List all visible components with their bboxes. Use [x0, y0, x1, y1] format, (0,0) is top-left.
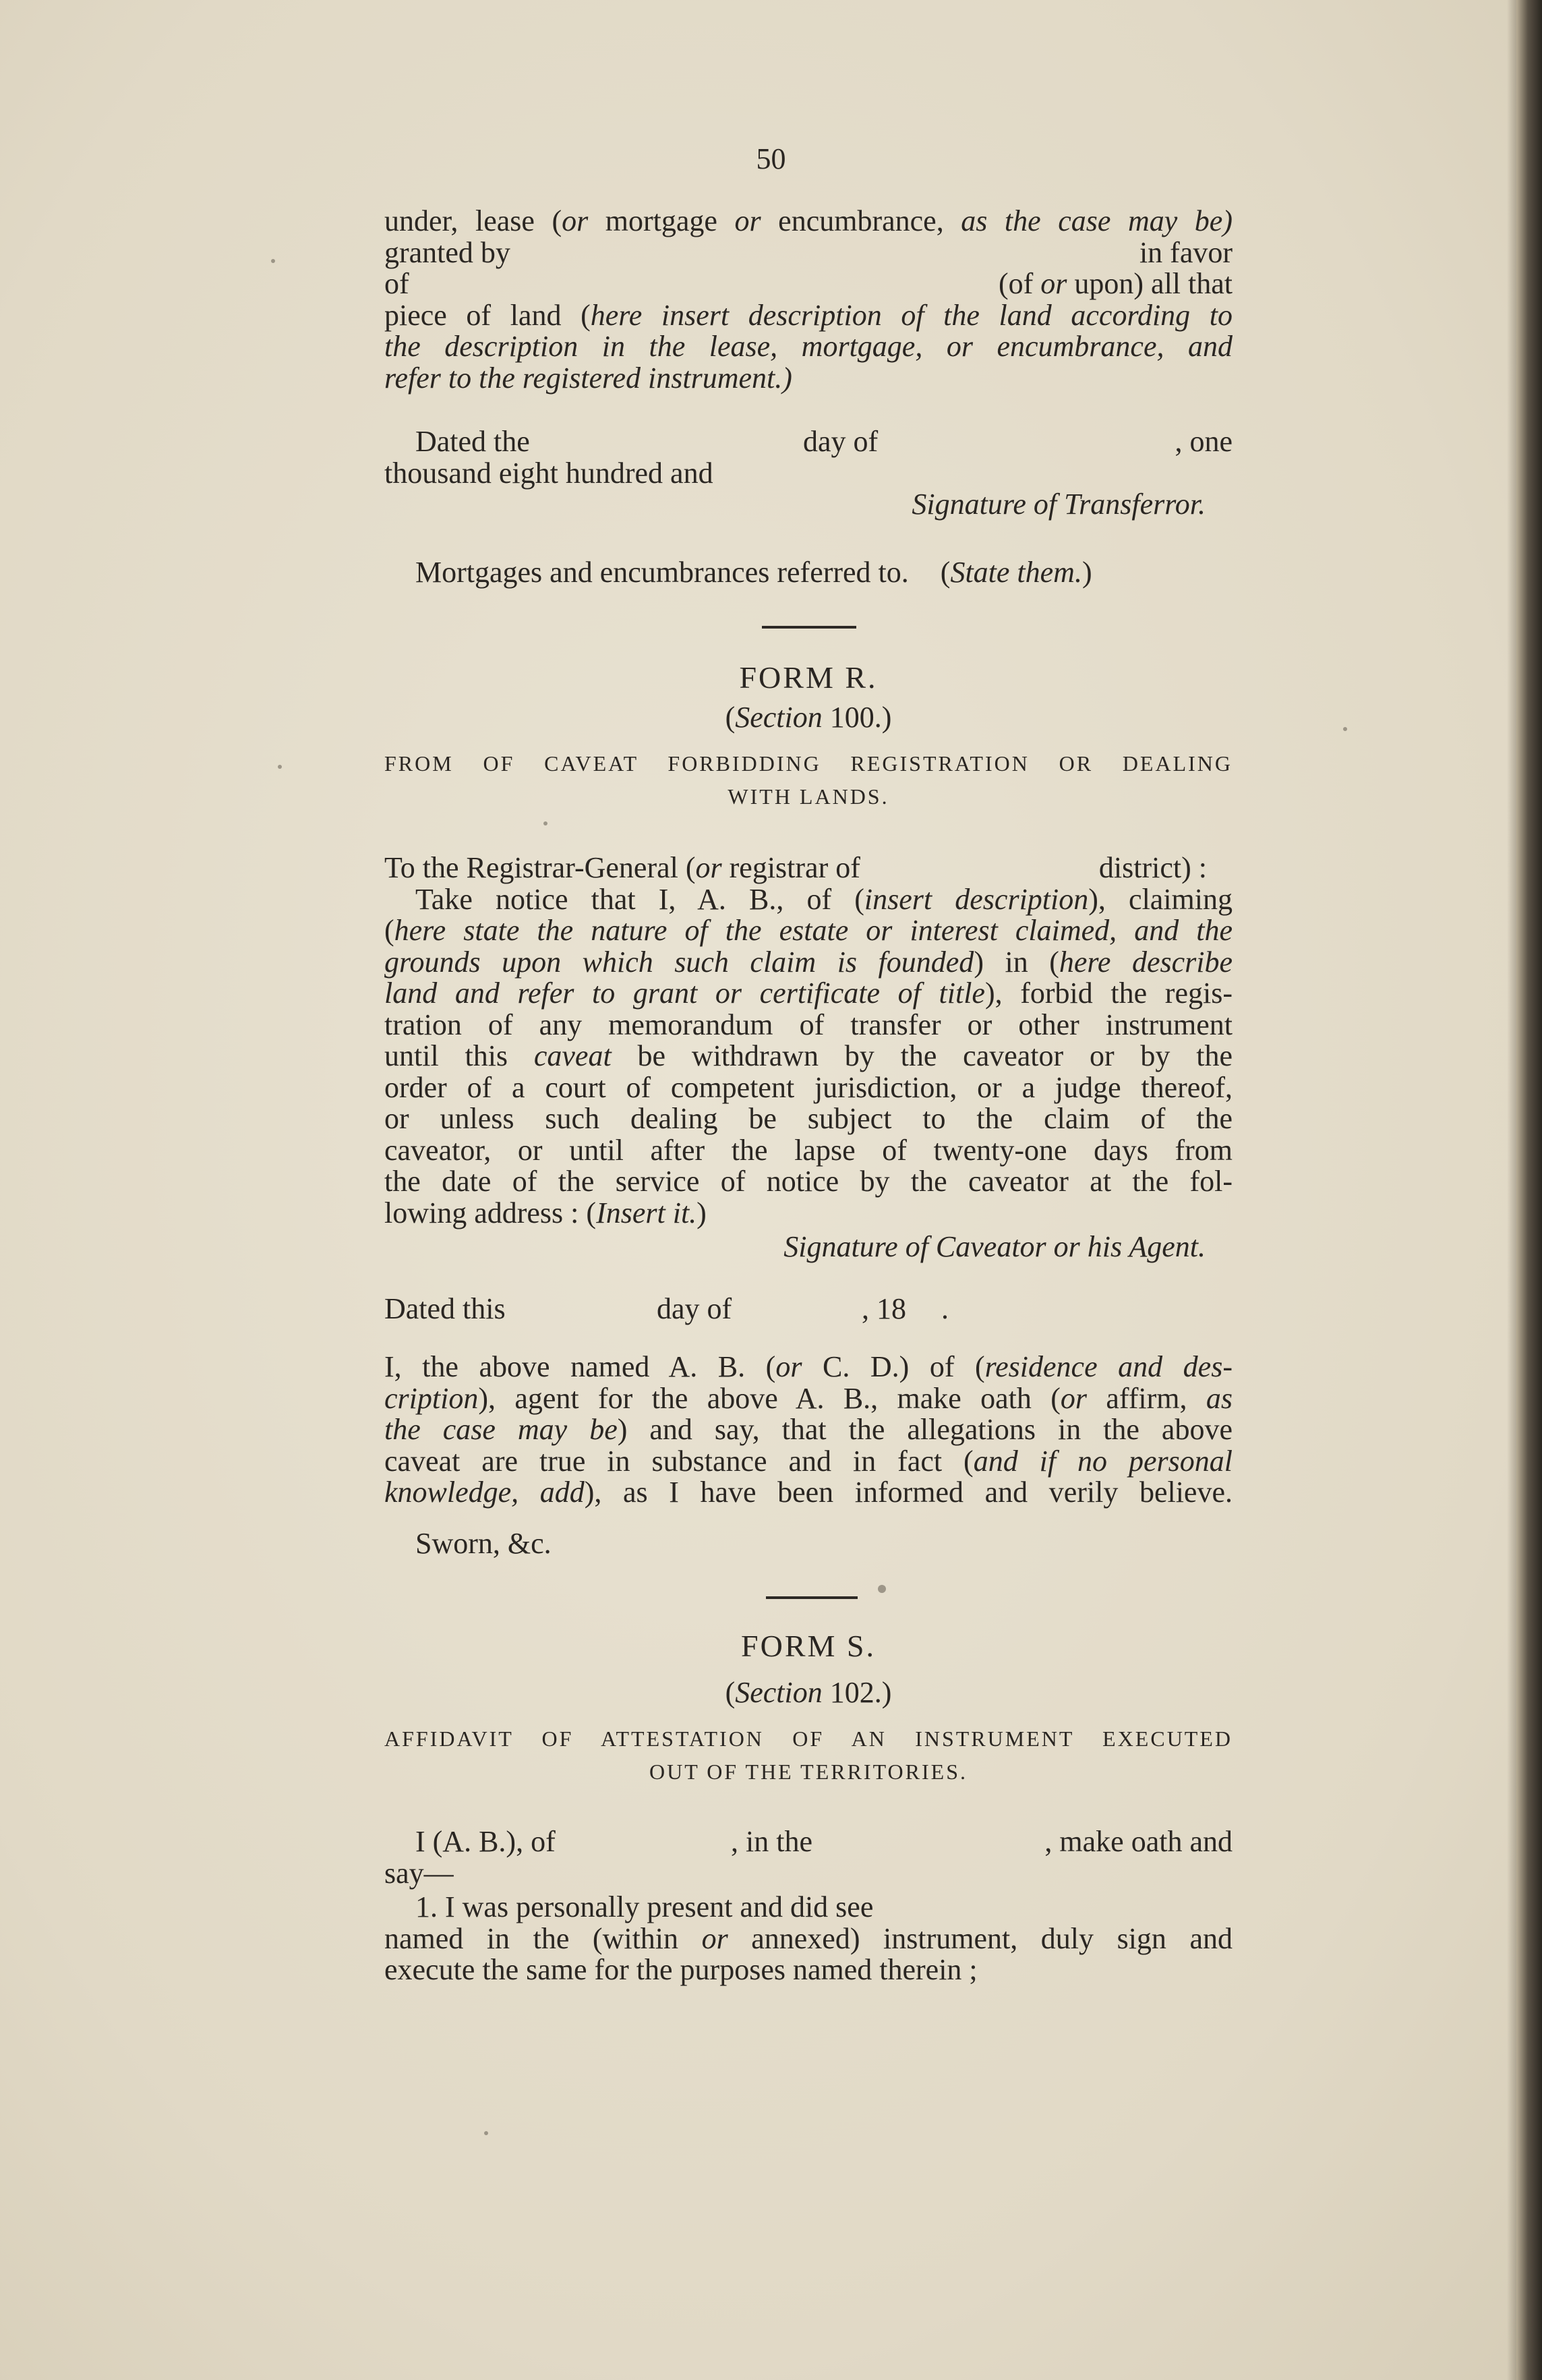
- form-s-say: say—: [384, 1856, 454, 1890]
- form-r-paragraph: [384, 884, 1233, 1198]
- form-s: [384, 1631, 1233, 1787]
- form-s-item-1-b: named in the (within or annexed) instrument, duly sign and: [384, 1921, 1233, 1955]
- form-r-title: FORM R.: [739, 660, 878, 695]
- form-r-to-line: To the Registrar-General (or registrar of district) :: [384, 851, 1207, 884]
- form-s-heading-2: OUT OF THE TERRITORIES.: [649, 1759, 968, 1784]
- form-r: [384, 662, 1233, 812]
- section-divider-2: [766, 1596, 858, 1599]
- paper-speck: [878, 1585, 886, 1593]
- paper-speck: [271, 259, 275, 263]
- transfer-form-end: [384, 206, 1233, 394]
- form-r-oath: [384, 1352, 1233, 1509]
- form-r-last-line: lowing address : (Insert it.): [384, 1196, 707, 1229]
- form-r-text-line: or unless such dealing be subject to the claim of the: [384, 1102, 1233, 1135]
- transfer-line-3: of (of or upon) all that: [384, 267, 1233, 300]
- form-r-text-line: order of a court of competent jurisdiction, or a judge thereof,: [384, 1070, 1233, 1104]
- paper-speck: [484, 2131, 488, 2135]
- paper-speck: [278, 765, 282, 769]
- form-r-heading-1: FROM OF CAVEAT FORBIDDING REGISTRATION OR DEALING: [384, 751, 1233, 776]
- caveator-signature: Signature of Caveator or his Agent.: [783, 1230, 1206, 1263]
- form-r-text-line: grounds upon which such claim is founded) in (here describe: [384, 945, 1233, 979]
- transfer-line-2: granted by in favor: [384, 235, 1233, 269]
- form-s-section: (Section 102.): [725, 1675, 892, 1709]
- book-spine: [1516, 0, 1542, 2380]
- form-s-item-1-c: execute the same for the purposes named therein ;: [384, 1953, 978, 1986]
- form-r-text-line: land and refer to grant or certificate of title), forbid the regis-: [384, 977, 1233, 1010]
- form-r-section: (Section 100.): [725, 700, 892, 734]
- form-s-body: [384, 1826, 1233, 1986]
- form-s-item-1: 1. I was personally present and did see: [415, 1890, 874, 1923]
- form-r-oath-line: caveat are true in substance and in fact (and if no personal: [384, 1444, 1233, 1478]
- paper-speck: [1343, 727, 1347, 731]
- form-s-heading-1: AFFIDAVIT OF ATTESTATION OF AN INSTRUMENT EXECUTED: [384, 1726, 1233, 1751]
- transfer-dated-line: Dated the day of , one: [415, 425, 1233, 458]
- form-s-intro: I (A. B.), of , in the , make oath and: [415, 1825, 1233, 1858]
- form-r-text-line: tration of any memorandum of transfer or other instrument: [384, 1008, 1233, 1041]
- form-r-text-line: until this caveat be withdrawn by the caveator or by the: [384, 1039, 1233, 1072]
- form-r-oath-line: the case may be) and say, that the allegations in the above: [384, 1413, 1233, 1446]
- page-number: 50: [756, 142, 786, 175]
- transfer-line-4: piece of land (here insert description of the land according to: [384, 298, 1233, 332]
- transfer-line-5: the description in the lease, mortgage, or encumbrance, and: [384, 330, 1233, 363]
- form-r-text-line: caveator, or until after the lapse of twenty-one days from: [384, 1133, 1233, 1167]
- form-r-oath-last: knowledge, add), as I have been informed and verily believe.: [384, 1476, 1233, 1509]
- paper-speck: [543, 821, 547, 825]
- transfer-dated-block: [384, 426, 1233, 521]
- transfer-line-1: under, lease (or mortgage or encumbrance, as the case may be): [384, 204, 1233, 237]
- section-divider: [762, 626, 856, 629]
- form-r-dated: Dated this day of , 18 .: [384, 1292, 949, 1325]
- form-s-title: FORM S.: [741, 1629, 876, 1663]
- binding-shadow: [1507, 0, 1516, 2380]
- form-r-heading-2: WITH LANDS.: [728, 784, 889, 809]
- form-r-text-line: (here state the nature of the estate or interest claimed, and the: [384, 914, 1233, 947]
- form-r-text-line: the date of the service of notice by the caveator at the fol-: [384, 1165, 1233, 1198]
- form-r-text-line: Take notice that I, A. B., of (insert description), claiming: [415, 882, 1233, 916]
- form-r-body: [384, 852, 1233, 1263]
- transfer-thousand-line: thousand eight hundred and: [384, 456, 713, 490]
- transferror-signature: Signature of Transferror.: [912, 488, 1206, 521]
- mortgages-line: Mortgages and encumbrances referred to. (State them.): [415, 556, 1092, 589]
- transfer-line-6: refer to the registered instrument.): [384, 361, 792, 395]
- form-r-oath-line: cription), agent for the above A. B., make oath (or affirm, as: [384, 1381, 1233, 1415]
- form-r-oath-line: I, the above named A. B. (or C. D.) of (residence and des-: [384, 1350, 1233, 1383]
- form-r-sworn: Sworn, &c.: [415, 1527, 552, 1560]
